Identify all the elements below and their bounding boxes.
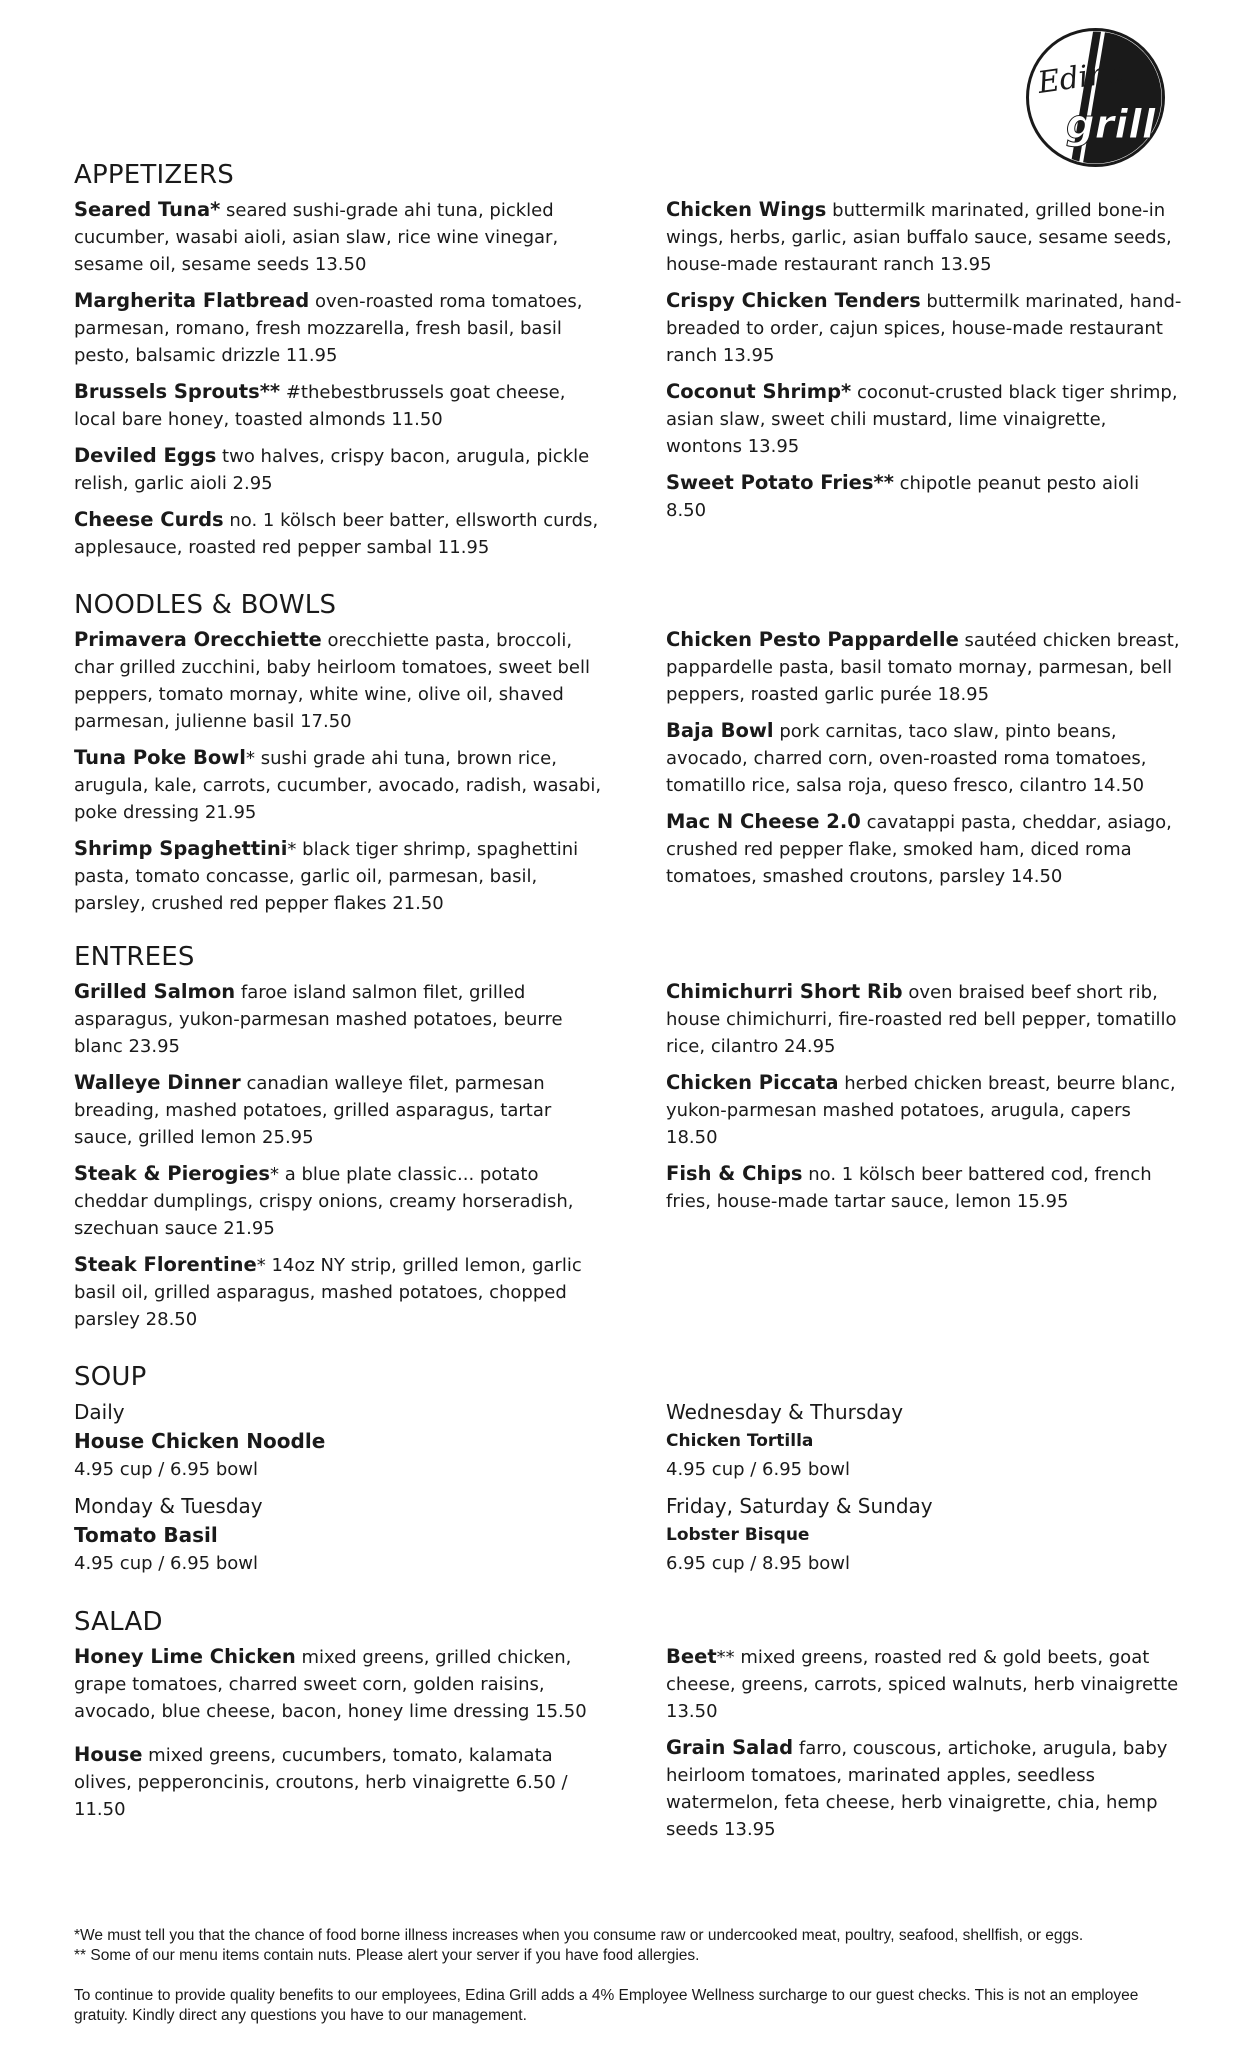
soup-name: House Chicken Noodle: [74, 1429, 326, 1453]
soup-entry: [74, 1398, 602, 1484]
menu-item: Sweet Potato Fries** chipotle peanut pesto aioli 8.50: [666, 471, 1140, 521]
soup-entry: [666, 1492, 1184, 1578]
soup-day: Wednesday & Thursday: [666, 1400, 904, 1424]
salad-left-column: [74, 1643, 602, 1852]
surcharge-notice: To continue to provide quality benefits to our employees, Edina Grill adds a 4% Employee Wellness surcharge to our guest checks. This is not an employee gratuity. Kindly direct any questions you have to our management.: [74, 1987, 1139, 2024]
edina-grill-logo: [1024, 26, 1167, 169]
soup-price: 4.95 cup / 6.95 bowl: [74, 1459, 258, 1480]
noodles-section: [74, 588, 1184, 926]
menu-item: Steak & Pierogies* a blue plate classic... potato cheddar dumplings, crispy onions, creamy horseradish, szechuan sauce 21.95: [74, 1162, 574, 1239]
menu-item: Coconut Shrimp* coconut-crusted black tiger shrimp, asian slaw, sweet chili mustard, lime vinaigrette, wontons 13.95: [666, 380, 1178, 457]
soup-name: Tomato Basil: [74, 1523, 218, 1547]
menu-item: Seared Tuna* seared sushi-grade ahi tuna, pickled cucumber, wasabi aioli, asian slaw, rice wine vinegar, sesame oil, sesame seeds 13.50: [74, 198, 559, 275]
menu-item: Brussels Sprouts** #thebestbrussels goat cheese, local bare honey, toasted almonds 11.50: [74, 380, 566, 430]
raw-food-disclaimer: *We must tell you that the chance of food borne illness increases when you consume raw or undercooked meat, poultry, seafood, shellfish, or eggs.: [74, 1927, 1084, 1944]
appetizers-section: [74, 158, 1184, 570]
section-title-appetizers: APPETIZERS: [74, 160, 234, 190]
menu-item: House mixed greens, cucumbers, tomato, kalamata olives, pepperoncinis, croutons, herb vinaigrette 6.50 / 11.50: [74, 1743, 568, 1820]
entrees-left-column: [74, 978, 602, 1342]
menu-item: Primavera Orecchiette orecchiette pasta, broccoli, char grilled zucchini, baby heirloom tomatoes, sweet bell peppers, tomato mornay, white wine, olive oil, shaved parmesan, julienne basil 17.50: [74, 628, 590, 732]
soup-right-column: [666, 1398, 1184, 1586]
salad-right-column: [666, 1643, 1184, 1852]
menu-item: Shrimp Spaghettini* black tiger shrimp, spaghettini pasta, tomato concasse, garlic oil, parmesan, basil, parsley, crushed red pepper flakes 21.50: [74, 837, 579, 914]
entrees-section: [74, 940, 1184, 1342]
menu-item: Chicken Wings buttermilk marinated, grilled bone-in wings, herbs, garlic, asian buffalo sauce, sesame seeds, house-made restaurant ranch 13.95: [666, 198, 1172, 275]
nut-allergy-notice: ** Some of our menu items contain nuts. Please alert your server if you have food allergies.: [74, 1947, 700, 1964]
menu-item: Mac N Cheese 2.0 cavatappi pasta, cheddar, asiago, crushed red pepper flake, smoked ham, diced roma tomatoes, smashed croutons, parsley 14.50: [666, 810, 1172, 887]
soup-price: 6.95 cup / 8.95 bowl: [666, 1553, 850, 1574]
soup-price: 4.95 cup / 6.95 bowl: [666, 1459, 850, 1480]
appetizers-left-column: [74, 196, 602, 570]
menu-item: Fish & Chips no. 1 kölsch beer battered cod, french fries, house-made tartar sauce, lemon 15.95: [666, 1162, 1152, 1212]
soup-entry: [666, 1398, 1184, 1484]
appetizers-right-column: [666, 196, 1184, 570]
soup-name: Lobster Bisque: [666, 1525, 810, 1545]
menu-item: Deviled Eggs two halves, crispy bacon, arugula, pickle relish, garlic aioli 2.95: [74, 444, 590, 494]
section-title-entrees: ENTREES: [74, 942, 195, 972]
soup-price: 4.95 cup / 6.95 bowl: [74, 1553, 258, 1574]
menu-item: Cheese Curds no. 1 kölsch beer batter, ellsworth curds, applesauce, roasted red pepper sambal 11.95: [74, 508, 599, 558]
soup-left-column: [74, 1398, 602, 1586]
entrees-right-column: [666, 978, 1184, 1342]
footer-notes: [74, 1926, 1174, 1966]
section-title-noodles: NOODLES & BOWLS: [74, 590, 337, 620]
soup-name: Chicken Tortilla: [666, 1431, 814, 1451]
section-title-salad: SALAD: [74, 1607, 163, 1637]
menu-item: Crispy Chicken Tenders buttermilk marinated, hand-breaded to order, cajun spices, house-made restaurant ranch 13.95: [666, 289, 1182, 366]
noodles-left-column: [74, 626, 602, 926]
logo-text-edina: Edina: [1035, 53, 1128, 101]
menu-item: Chicken Pesto Pappardelle sautéed chicken breast, pappardelle pasta, basil tomato mornay, parmesan, bell peppers, roasted garlic purée 18.95: [666, 628, 1180, 705]
menu-item: Honey Lime Chicken mixed greens, grilled chicken, grape tomatoes, charred sweet corn, golden raisins, avocado, blue cheese, bacon, honey lime dressing 15.50: [74, 1645, 587, 1722]
surcharge-notice-block: [74, 1986, 1174, 2026]
section-title-soup: SOUP: [74, 1362, 147, 1392]
menu-item: Grain Salad farro, couscous, artichoke, arugula, baby heirloom tomatoes, marinated apples, seedless watermelon, feta cheese, herb vinaigrette, chia, hemp seeds 13.95: [666, 1736, 1168, 1840]
soup-entry: [74, 1492, 602, 1578]
menu-item: Beet** mixed greens, roasted red & gold beets, goat cheese, greens, carrots, spiced walnuts, herb vinaigrette 13.50: [666, 1645, 1179, 1722]
soup-day: Monday & Tuesday: [74, 1494, 263, 1518]
menu-item: Walleye Dinner canadian walleye filet, parmesan breading, mashed potatoes, grilled asparagus, tartar sauce, grilled lemon 25.95: [74, 1071, 552, 1148]
logo-text-grill: grill: [1066, 102, 1156, 148]
menu-item: Tuna Poke Bowl* sushi grade ahi tuna, brown rice, arugula, kale, carrots, cucumber, avocado, radish, wasabi, poke dressing 21.95: [74, 746, 602, 823]
menu-item: Chicken Piccata herbed chicken breast, beurre blanc, yukon-parmesan mashed potatoes, arugula, capers 18.50: [666, 1071, 1176, 1148]
soup-section: [74, 1360, 1184, 1586]
menu-item: Steak Florentine* 14oz NY strip, grilled lemon, garlic basil oil, grilled asparagus, mashed potatoes, chopped parsley 28.50: [74, 1253, 582, 1330]
soup-day: Daily: [74, 1400, 125, 1424]
menu-item: Margherita Flatbread oven-roasted roma tomatoes, parmesan, romano, fresh mozzarella, fresh basil, basil pesto, balsamic drizzle 11.95: [74, 289, 583, 366]
salad-section: [74, 1605, 1184, 1852]
menu-item: Chimichurri Short Rib oven braised beef short rib, house chimichurri, fire-roasted red bell pepper, tomatillo rice, cilantro 24.95: [666, 980, 1177, 1057]
noodles-right-column: [666, 626, 1184, 926]
soup-day: Friday, Saturday & Sunday: [666, 1494, 933, 1518]
menu-item: Grilled Salmon faroe island salmon filet, grilled asparagus, yukon-parmesan mashed potatoes, beurre blanc 23.95: [74, 980, 563, 1057]
menu-item: Baja Bowl pork carnitas, taco slaw, pinto beans, avocado, charred corn, oven-roasted roma tomatoes, tomatillo rice, salsa roja, queso fresco, cilantro 14.50: [666, 719, 1147, 796]
